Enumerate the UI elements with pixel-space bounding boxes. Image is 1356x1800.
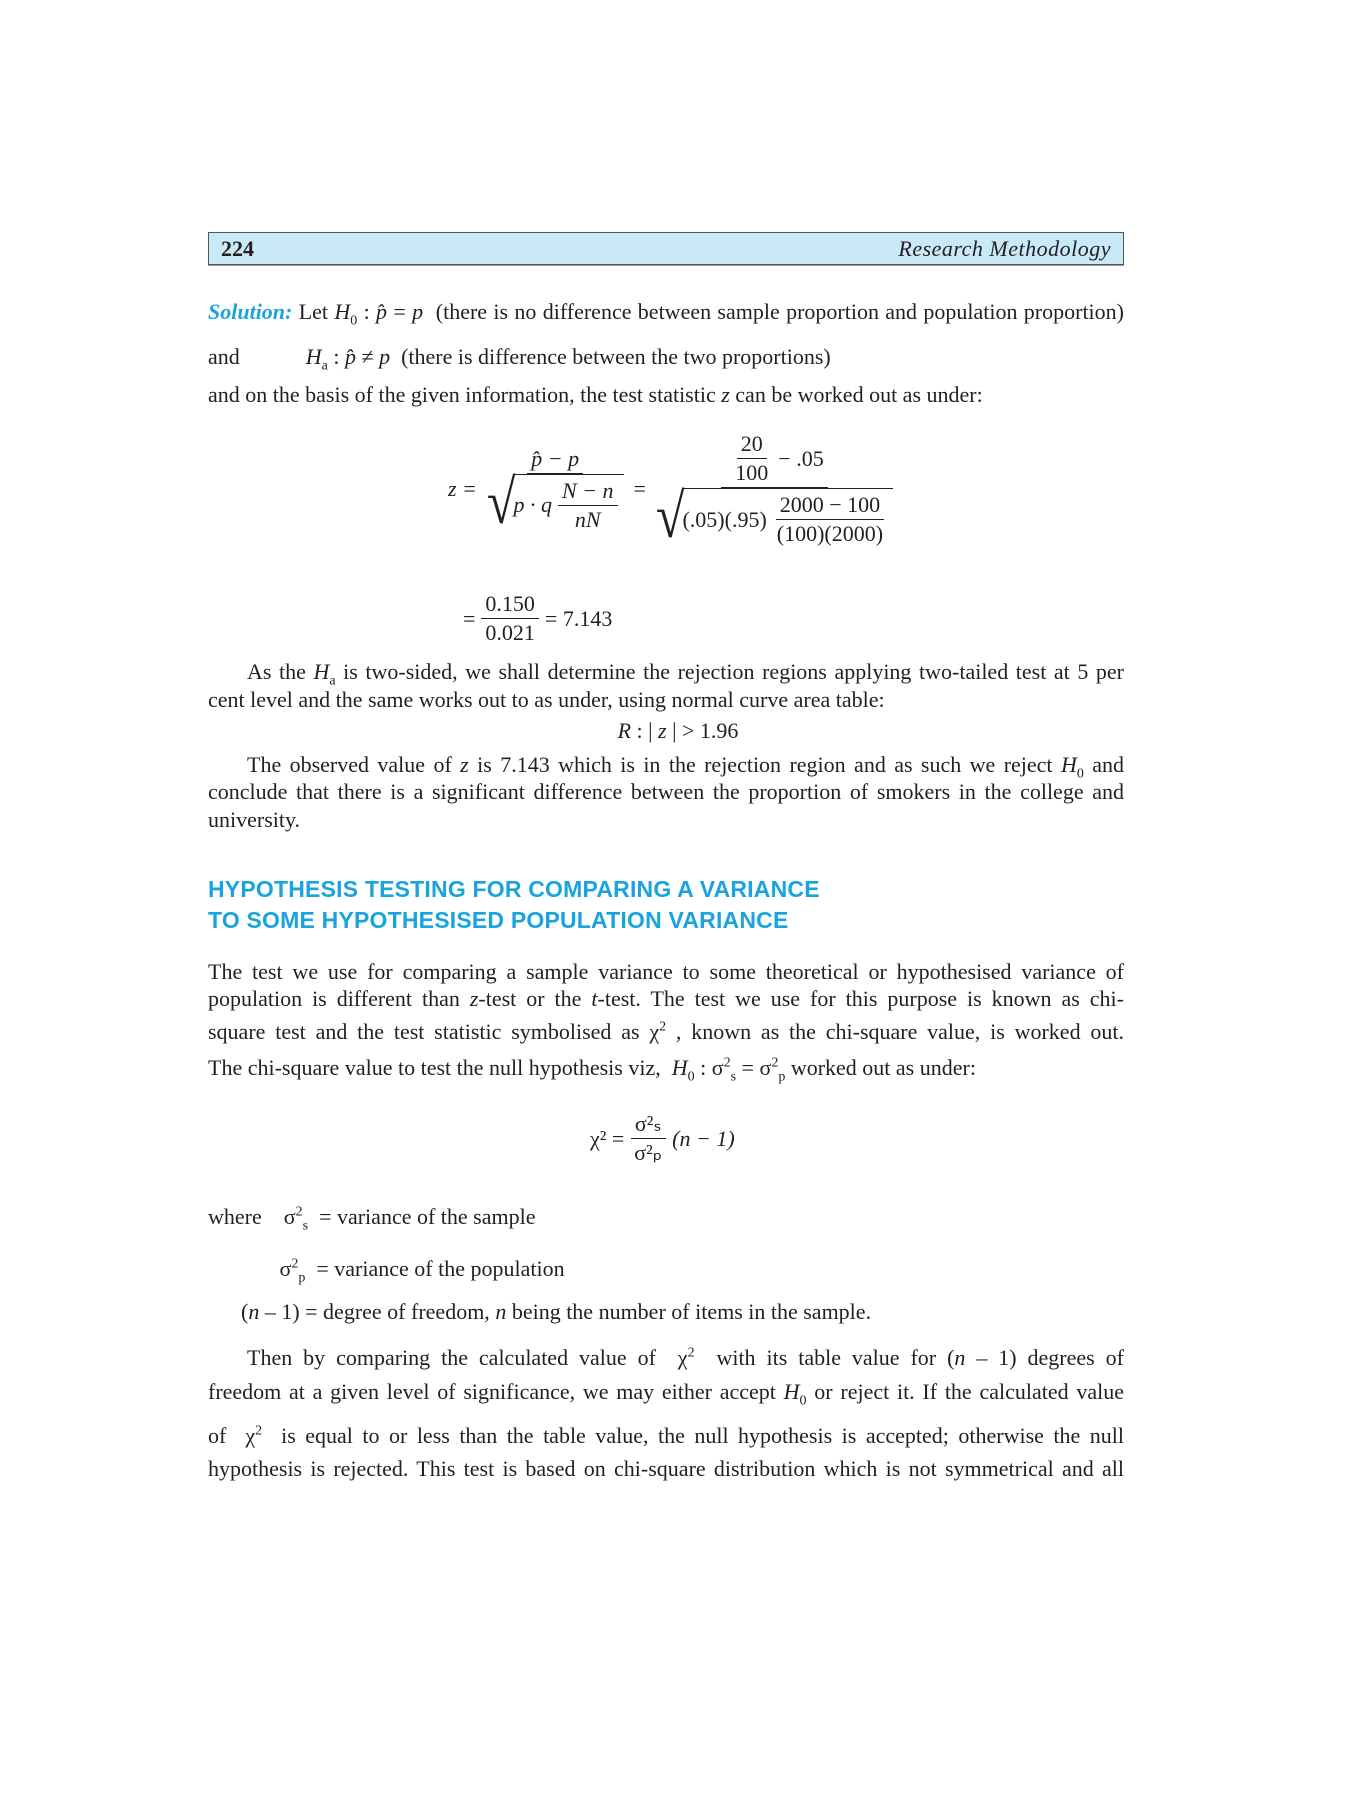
chi-lhs: χ² = [590, 1125, 625, 1151]
text-segment: 2 [255, 1423, 263, 1439]
text-segment: z [721, 382, 730, 407]
text-segment: Let [292, 299, 335, 324]
solution-label: Solution: [208, 299, 293, 324]
text-segment: z [460, 752, 469, 777]
text-segment: The observed value of [247, 752, 461, 777]
text-line [208, 778, 1124, 806]
text-segment: 2 [687, 1345, 695, 1361]
text-segment: p̂ [345, 344, 356, 369]
text-segment: H [671, 1055, 688, 1080]
section-heading-line1: HYPOTHESIS TESTING FOR COMPARING A VARIANCE [208, 876, 820, 902]
text-line [208, 1255, 1124, 1286]
z-result [463, 590, 612, 647]
text-line [208, 1422, 1124, 1450]
text-line [208, 958, 1124, 986]
text-segment: 0 [1076, 766, 1084, 782]
text-line [208, 686, 1124, 714]
text-segment: square test and the test statistic symbolised as [208, 1019, 650, 1044]
text-segment: university. [208, 807, 301, 832]
z-formula [448, 430, 903, 552]
text-segment: cent level and the same works out to as under, using normal curve area table: [208, 687, 885, 712]
text-segment: s [302, 1218, 309, 1234]
text-segment: of χ [208, 1423, 256, 1448]
text-segment: where σ [208, 1204, 296, 1229]
minus-p: − .05 [778, 445, 824, 471]
text-segment: -test or the [478, 986, 592, 1011]
text-line [208, 381, 1124, 409]
text-segment: H [305, 344, 322, 369]
text-segment: and [208, 344, 240, 369]
text-segment: a [329, 673, 336, 689]
z-numerator: p̂ − p [527, 445, 583, 474]
text-segment: conclude that there is a significant difference between the proportion of smokers in the college and [208, 779, 1124, 804]
text-segment: H [1060, 752, 1077, 777]
text-segment: χ [649, 1019, 660, 1044]
text-segment: H [783, 1379, 800, 1404]
text-segment [240, 344, 306, 369]
text-segment: 2 [659, 1019, 667, 1035]
text-segment: 2 [291, 1256, 299, 1272]
degrees-of-freedom: (n − 1) [672, 1125, 735, 1151]
text-segment: p [298, 1270, 306, 1286]
text-segment: is equal to or less than the table value, the null hypothesis is accepted; otherwise the null [262, 1423, 1124, 1448]
fpc-denominator: nN [574, 506, 601, 532]
population-variance: σ²ₚ [634, 1140, 663, 1165]
z-numeric-fraction [652, 430, 897, 552]
text-segment: p̂ [376, 299, 388, 324]
text-segment: | > 1.96 [666, 718, 739, 743]
text-segment: p [778, 1069, 786, 1085]
text-segment: a [321, 358, 328, 374]
text-segment: p [412, 299, 424, 324]
text-segment: : [327, 344, 345, 369]
fpc-values-denominator: (100)(2000) [776, 521, 884, 546]
sqrt-icon: √ [486, 468, 516, 538]
text-segment: can be worked out as under: [729, 382, 983, 407]
sample-variance: σ²ₛ [631, 1110, 666, 1139]
sample-size: 100 [735, 460, 769, 485]
text-segment: -test. The test we use for this purpose is known as chi- [597, 986, 1124, 1011]
text-segment: p [379, 344, 391, 369]
text-segment: 0 [799, 1393, 807, 1409]
text-line [208, 1054, 1124, 1085]
text-segment: and [1083, 752, 1124, 777]
text-line [208, 985, 1124, 1013]
result-numerator: 0.150 [481, 590, 539, 619]
text-line [208, 1298, 1124, 1326]
text-segment: being the number of items in the sample. [506, 1299, 872, 1324]
text-segment: 2 [295, 1204, 303, 1220]
text-line [208, 806, 1124, 834]
text-segment: The test we use for comparing a sample variance to some theoretical or hypothesised variance of [208, 959, 1124, 984]
text-segment: As the [247, 659, 314, 684]
text-segment: H [334, 299, 351, 324]
text-segment: 2 [771, 1055, 779, 1071]
text-segment: = variance of the population [305, 1256, 565, 1281]
text-segment: The chi-square value to test the null hypothesis viz, [208, 1055, 672, 1080]
text-segment: 0 [350, 313, 358, 329]
text-segment: ≠ [356, 344, 380, 369]
text-segment: Then by comparing the calculated value of χ [247, 1345, 688, 1370]
text-line [208, 1018, 1124, 1046]
text-segment: freedom at a given level of significance, we may either accept [208, 1379, 784, 1404]
numeric-numerator [721, 430, 827, 488]
text-segment: n [248, 1299, 260, 1324]
text-segment: = σ [736, 1055, 772, 1080]
text-segment: 0 [687, 1069, 695, 1085]
text-segment: (there is difference between the two proportions) [390, 344, 831, 369]
text-segment: hypothesis is rejected. This test is based on chi-square distribution which is not symmetrical and all [208, 1456, 1124, 1481]
sqrt-icon: √ [655, 483, 685, 552]
text-segment: and on the basis of the given information, the test statistic [208, 382, 722, 407]
numeric-denominator [652, 483, 897, 552]
text-line [0, 717, 1356, 745]
text-segment: with its table value for ( [694, 1345, 955, 1370]
z-fraction [483, 445, 628, 538]
page-number: 224 [221, 236, 254, 261]
text-segment: = [387, 299, 413, 324]
pq: p · q [513, 492, 552, 517]
text-line [208, 343, 1124, 374]
text-line [208, 298, 1124, 329]
sample-count: 20 [737, 430, 767, 459]
fpc-numerator: N − n [558, 477, 618, 506]
text-segment: σ [208, 1256, 292, 1281]
text-segment: ( [208, 1299, 249, 1324]
text-line [247, 658, 1125, 689]
section-heading-line2: TO SOME HYPOTHESISED POPULATION VARIANCE [208, 907, 789, 933]
text-segment: (there is no difference between sample proportion and population proportion) [423, 299, 1124, 324]
text-segment: or reject it. If the calculated value [806, 1379, 1124, 1404]
result-denominator: 0.021 [485, 620, 535, 645]
text-segment: s [730, 1069, 737, 1085]
text-segment: : σ [694, 1055, 724, 1080]
z-denominator [483, 468, 628, 538]
text-segment: is two-sided, we shall determine the rejection regions applying two-tailed test at 5 per [335, 659, 1125, 684]
text-line [247, 1344, 1124, 1372]
pq-values: (.05)(.95) [682, 506, 767, 532]
fpc-values-numerator: 2000 − 100 [776, 491, 884, 520]
text-segment: – 1) degrees of [965, 1345, 1124, 1370]
text-segment: population is different than [208, 986, 470, 1011]
book-title: Research Methodology [898, 236, 1111, 261]
text-segment: R [617, 718, 632, 743]
text-segment: : [357, 299, 377, 324]
text-segment: H [313, 659, 330, 684]
text-segment: z [469, 986, 479, 1011]
text-line [208, 1455, 1124, 1483]
chi-square-formula [590, 1110, 735, 1167]
equals: = [463, 605, 476, 631]
z-lhs: z = [448, 476, 477, 501]
equals: = [633, 476, 646, 501]
text-segment: = variance of the sample [308, 1204, 536, 1229]
text-segment: : | [631, 718, 659, 743]
text-line [208, 1378, 1124, 1409]
text-segment: n [495, 1299, 507, 1324]
text-segment: n [954, 1345, 966, 1370]
text-segment: 2 [723, 1055, 731, 1071]
text-line [247, 751, 1124, 782]
text-segment: – 1) = degree of freedom, [259, 1299, 496, 1324]
text-segment: worked out as under: [785, 1055, 976, 1080]
text-segment: t [591, 986, 598, 1011]
text-segment: z [658, 718, 667, 743]
text-segment: , known as the chi-square value, is worked out. [666, 1019, 1124, 1044]
running-header [208, 232, 1124, 265]
text-line [208, 1203, 1124, 1234]
z-value: = 7.143 [544, 605, 613, 631]
text-segment: is 7.143 which is in the rejection region and as such we reject [468, 752, 1061, 777]
